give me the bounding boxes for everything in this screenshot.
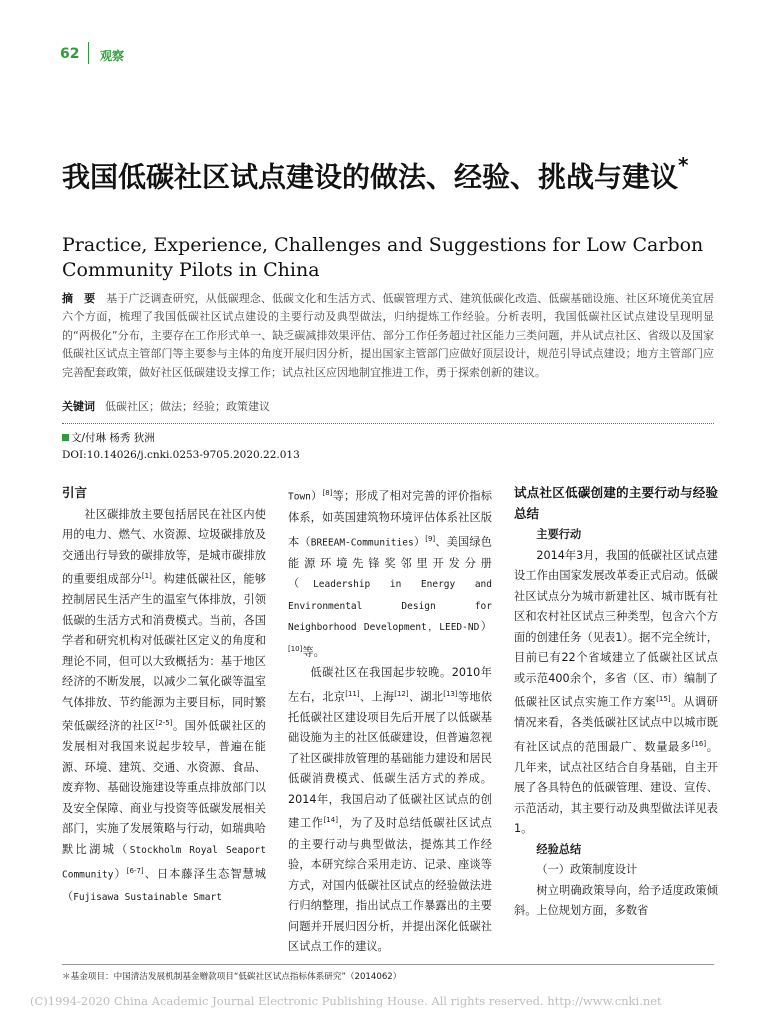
- paragraph: 低碳社区在我国起步较晚。2010年左右，北京[11]、上海[12]、湖北[13]等地依托低碳社区建设项目先后开展了以低碳基础设施为主的社区低碳建设，但普遍忽视了社区碳排放管理的基础能力建设和居民低碳消费模式、低碳生活方式的养成。2014年，我国启动了低碳社区试点的创建工作[14]，为了及时总结低碳社区试点的主要行动与典型做法，提炼其工作经验，本研究综合采用走访、记录、座谈等方式，对国内低碳社区试点的经验做法进行归纳整理，指出试点工作暴露出的主要问题并开展归因分析，并提出深化低碳社区试点工作的建议。: [288, 666, 492, 954]
- footnote: ＊基金项目：中国清洁发展机制基金赠款项目“低碳社区试点指标体系研究”（2014062）: [62, 972, 402, 982]
- section-heading-main: 试点社区低碳创建的主要行动与经验总结: [514, 485, 718, 521]
- body-column-2: [288, 483, 492, 958]
- section-heading-intro: 引言: [62, 485, 88, 500]
- copyright-watermark: (C)1994-2020 China Academic Journal Electronic Publishing House. All rights reserved. http://www.cnki.net: [30, 994, 662, 1008]
- abstract-label: 摘 要: [62, 292, 96, 305]
- green-square-icon: [62, 434, 69, 441]
- keywords-text: 低碳社区；做法；经验；政策建议: [105, 400, 270, 413]
- paragraph: Town）[8]等；形成了相对完善的评价指标体系，如英国建筑物环境评估体系社区版本（BREEAM-Communities）[9]、美国绿色能源环境先锋奖邻里开发分册（Leadership in Energy and Environmental Design for Neighborhood Development，LEED-ND）[10]等。: [288, 489, 492, 659]
- footnote-rule: [62, 964, 714, 965]
- section-label: 观察: [100, 49, 125, 63]
- subheading-policy: （一）政策制度设计: [536, 863, 638, 877]
- title-english: Practice, Experience, Challenges and Suggestions for Low Carbon Community Pilots in China: [62, 234, 704, 281]
- body-column-1: [62, 483, 266, 908]
- abstract: [62, 290, 714, 382]
- paragraph: 树立明确政策导向，给予适度政策倾斜。上位规划方面，多数省: [514, 883, 718, 918]
- title-footnote-mark: *: [678, 153, 689, 177]
- authors: 文/付琳 杨秀 狄洲: [62, 430, 155, 445]
- doi: DOI:10.14026/j.cnki.0253-9705.2020.22.013: [62, 449, 300, 461]
- paragraph: 2014年3月，我国的低碳社区试点建设工作由国家发展改革委正式启动。低碳社区试点分为城市新建社区、城市既有社区和农村社区试点三种类型，包含六个方面的创建任务（见表1）。据不完全统计，目前已有22个省域建立了低碳社区试点或示范400余个，多省（区、市）编制了低碳社区试点实施工作方案[15]。从调研情况来看，各类低碳社区试点中以城市既有社区试点的范围最广、数量最多[16]。几年来，试点社区结合自身基础，自主开展了各具特色的低碳管理、建设、宣传、示范活动，其主要行动及典型做法详见表1。: [514, 548, 718, 836]
- paragraph: 社区碳排放主要包括居民在社区内使用的电力、燃气、水资源、垃圾碳排放及交通出行导致的碳排放等，是城市碳排放的重要组成部分[1]。构建低碳社区，能够控制居民生活产生的温室气体排放，引领低碳的生活方式和消费模式。当前，各国学者和研究机构对低碳社区定义的角度和理论不同，但可以大致概括为：基于地区经济的不断发展，以减少二氧化碳等温室气体排放、节约能源为主要目标，同时繁荣低碳经济的社区[2-5]。国外低碳社区的发展相对我国来说起步较早，普遍在能源、环境、建筑、交通、水资源、食品、废弃物、基础设施建设等重点排放部门以及安全保障、商业与投资等低碳发展相关部门，实施了发展策略与行动，如瑞典哈默比湖城（Stockholm Royal Seaport Community）[6-7]、日本藤泽生态智慧城（Fujisawa Sustainable Smart: [62, 507, 266, 903]
- subheading-experience: 经验总结: [536, 842, 582, 856]
- title-chinese: 我国低碳社区试点建设的做法、经验、挑战与建议*: [62, 153, 689, 194]
- abstract-text: 基于广泛调查研究，从低碳理念、低碳文化和生活方式、低碳管理方式、建筑低碳化改造、低碳基础设施、社区环境优美宜居六个方面，梳理了我国低碳社区试点建设的主要行动及典型做法，归纳提炼工作经验。分析表明，我国低碳社区试点建设呈现明显的“两极化”分布，主要存在工作形式单一、缺乏碳减排效果评估、部分工作任务超过社区能力三类问题，并从试点社区、省级以及国家低碳社区试点主管部门等主要参与主体的角度开展归因分析，提出国家主管部门应做好顶层设计，规范引导试点建设；地方主管部门应完善配套政策，做好社区低碳建设支撑工作；试点社区应因地制宜推进工作，勇于探索创新的建议。: [62, 292, 715, 379]
- keywords: [62, 400, 714, 414]
- dotted-divider: [62, 423, 714, 424]
- header-divider: [88, 42, 89, 64]
- body-column-3: [514, 483, 718, 922]
- subheading-actions: 主要行动: [536, 528, 582, 541]
- keywords-label: 关键词: [62, 400, 95, 413]
- page-number: 62: [60, 46, 80, 62]
